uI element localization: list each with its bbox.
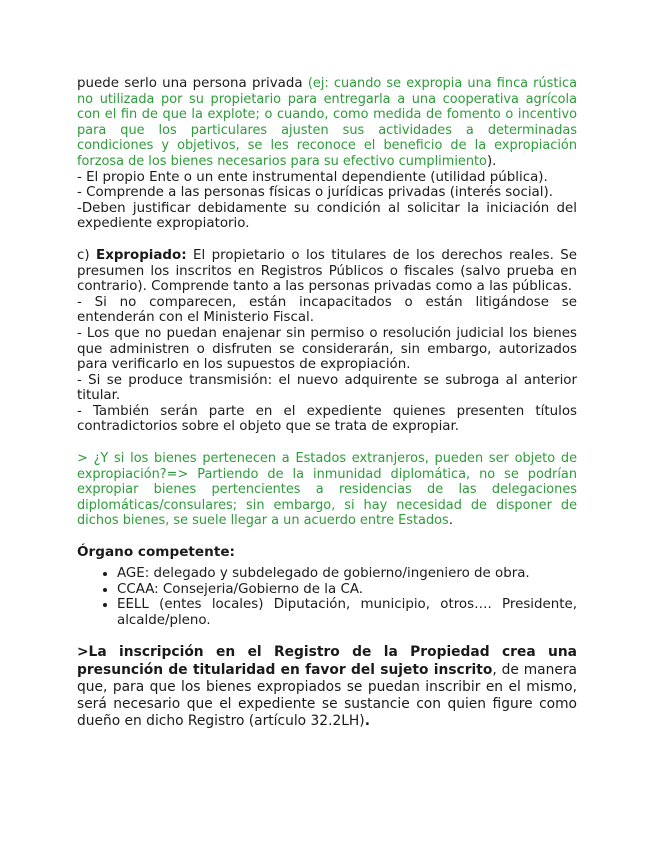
example-note: (ej: cuando se expropia una finca rústica no utilizada por su propietario para entregarla a una cooperativa agrícola con el fin de que la explote; o cuando, como medida de fomento o incentivo para que los particulares ajusten sus actividades a determinadas condiciones y objetivos, se les reconoce el beneficio de la expropiación forzosa de los bienes necesarios para su efectivo cumplimiento (77, 76, 577, 169)
list-item: • EELL (entes locales) Diputación, municipio, otros…. Presidente, alcalde/pleno. (117, 597, 577, 628)
document-page (77, 76, 577, 730)
line-transmision: - Si se produce transmisión: el nuevo adquirente se subroga al anterior titular. (77, 372, 577, 404)
list-item: • AGE: delegado y subdelegado de gobierno/ingeniero de obra. (117, 566, 577, 582)
line-no-comparecen: - Si no comparecen, están incapacitados o están litigándose se entenderán con el Ministerio Fiscal. (77, 294, 577, 326)
line-no-enajenar: - Los que no puedan enajenar sin permiso o resolución judicial los bienes que administren o disfruten se considerarán, sin embargo, autorizados para verificarlo en los supuestos de expropiación. (77, 325, 577, 373)
organo-list (77, 566, 577, 628)
list-item: • CCAA: Consejeria/Gobierno de la CA. (117, 582, 577, 598)
heading-organo-competente: Órgano competente: (77, 544, 235, 561)
line-personas-fisicas: - Comprende a las personas físicas o jurídicas privadas (interés social). (77, 185, 553, 201)
line-justificar: -Deben justificar debidamente su condición al solicitar la iniciación del expediente expropiatorio. (77, 200, 577, 232)
paragraph-persona-privada: puede serlo una persona privada (ej: cuando se expropia una finca rústica no utilizada por su propietario para entregarla a una cooperativa agrícola con el fin de que la explote; o cuando, como medida de fomento o incentivo para que los particulares ajusten sus actividades a determinadas condiciones y objetivos, se les reconoce el beneficio de la expropiación forzosa de los bienes necesarios para su efectivo cumplimiento). (77, 76, 577, 169)
note-estados-extranjeros: > ¿Y si los bienes pertenecen a Estados extranjeros, pueden ser objeto de expropiación?=> Partiendo de la inmunidad diplomática, no se podrían expropiar bienes pertencientes a residencias de las delegaciones diplomáticas/consulares; sin embargo, si hay necesidad de disponer de dichos bienes, se suele llegar a un acuerdo entre Estados. (77, 451, 577, 529)
term-expropiado: Expropiado: (96, 247, 187, 263)
paragraph-expropiado: c) Expropiado: El propietario o los titulares de los derechos reales. Se presumen los inscritos en Registros Públicos o fiscales (salvo prueba en contrario). Comprende tanto a las personas privadas como a las públicas. (77, 247, 578, 295)
line-titulos-contradictorios: - También serán parte en el expediente quienes presenten títulos contradictorios sobre el objeto que se trata de expropiar. (77, 403, 577, 435)
paragraph-inscripcion-registro: >La inscripción en el Registro de la Propiedad crea una presunción de titularidad en favor del sujeto inscrito, de manera que, para que los bienes expropiados se puedan inscribir en el mismo, será necesario que el expediente se sustancie con quien figure como dueño en dicho Registro (artículo 32.2LH). (77, 644, 577, 730)
line-ente-instrumental: - El propio Ente o un ente instrumental dependiente (utilidad pública). (77, 169, 548, 185)
